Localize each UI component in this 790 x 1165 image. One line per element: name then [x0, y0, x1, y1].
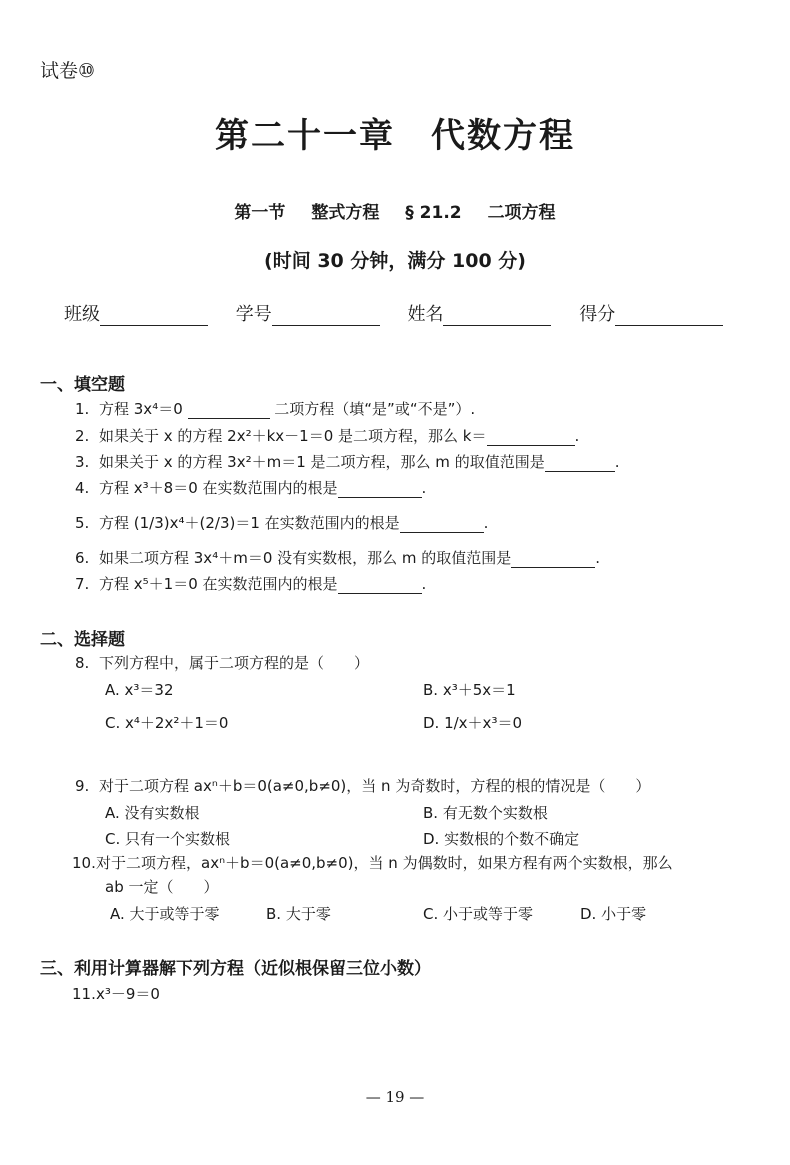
score-field[interactable]: 得分	[579, 300, 723, 326]
q10-option-b[interactable]: B. 大于零	[266, 905, 331, 923]
chapter-title: 第二十一章 代数方程	[215, 116, 575, 156]
question-3: 3. 如果关于 x 的方程 3x²＋m＝1 是二项方程，那么 m 的取值范围是 .	[75, 453, 620, 471]
page-number: — 19 —	[365, 1088, 425, 1106]
section-code: § 21.2	[405, 203, 462, 223]
question-4: 4. 方程 x³＋8＝0 在实数范围内的根是 .	[75, 479, 427, 497]
question-8: 8. 下列方程中，属于二项方程的是（ ）	[75, 654, 370, 672]
class-field[interactable]: 班级	[64, 300, 208, 326]
question-6: 6. 如果二项方程 3x⁴＋m＝0 没有实数根，那么 m 的取值范围是 .	[75, 549, 601, 567]
q8-option-d[interactable]: D. 1/x＋x³＝0	[423, 714, 522, 732]
section3-heading: 三、利用计算器解下列方程（近似根保留三位小数）	[40, 959, 431, 979]
q10-option-d[interactable]: D. 小于零	[580, 905, 647, 923]
question-5: 5. 方程 (1/3)x⁴＋(2/3)＝1 在实数范围内的根是 .	[75, 514, 489, 532]
time-info: (时间 30 分钟，满分 100 分)	[264, 250, 526, 272]
q8-option-c[interactable]: C. x⁴＋2x²＋1＝0	[105, 714, 229, 732]
section-title	[0, 198, 790, 223]
question-7: 7. 方程 x⁵＋1＝0 在实数范围内的根是 .	[75, 575, 427, 593]
q9-option-c[interactable]: C. 只有一个实数根	[105, 830, 231, 848]
paper-tag: 试卷⑩	[40, 60, 96, 82]
q8-option-b[interactable]: B. x³＋5x＝1	[423, 681, 516, 699]
question-2: 2. 如果关于 x 的方程 2x²＋kx－1＝0 是二项方程，那么 k＝ .	[75, 427, 580, 445]
q10-option-c[interactable]: C. 小于或等于零	[423, 905, 534, 923]
section-topic: 二项方程	[487, 203, 556, 223]
name-field[interactable]: 姓名	[407, 300, 551, 326]
question-1: 1. 方程 3x⁴＝0 二项方程（填“是”或“不是”）.	[75, 400, 476, 418]
student-id-field[interactable]: 学号	[236, 300, 380, 326]
q10-option-a[interactable]: A. 大于或等于零	[110, 905, 220, 923]
section2-heading: 二、选择题	[40, 630, 125, 650]
question-11: 11.x³－9＝0	[72, 985, 160, 1003]
q9-option-b[interactable]: B. 有无数个实数根	[423, 804, 548, 822]
section-name: 整式方程	[311, 203, 380, 223]
question-10-line2: ab 一定（ ）	[105, 878, 219, 896]
question-10: 10.对于二项方程，axⁿ＋b＝0(a≠0,b≠0)，当 n 为偶数时，如果方程有两个实数根，那么	[72, 854, 673, 872]
section-part: 第一节	[234, 203, 286, 223]
question-9: 9. 对于二项方程 axⁿ＋b＝0(a≠0,b≠0)，当 n 为奇数时，方程的根的情况是（ ）	[75, 777, 651, 795]
q9-option-a[interactable]: A. 没有实数根	[105, 804, 200, 822]
q8-option-a[interactable]: A. x³＝32	[105, 681, 174, 699]
section1-heading: 一、填空题	[40, 375, 125, 395]
student-info-line	[64, 300, 745, 326]
q9-option-d[interactable]: D. 实数根的个数不确定	[423, 830, 580, 848]
